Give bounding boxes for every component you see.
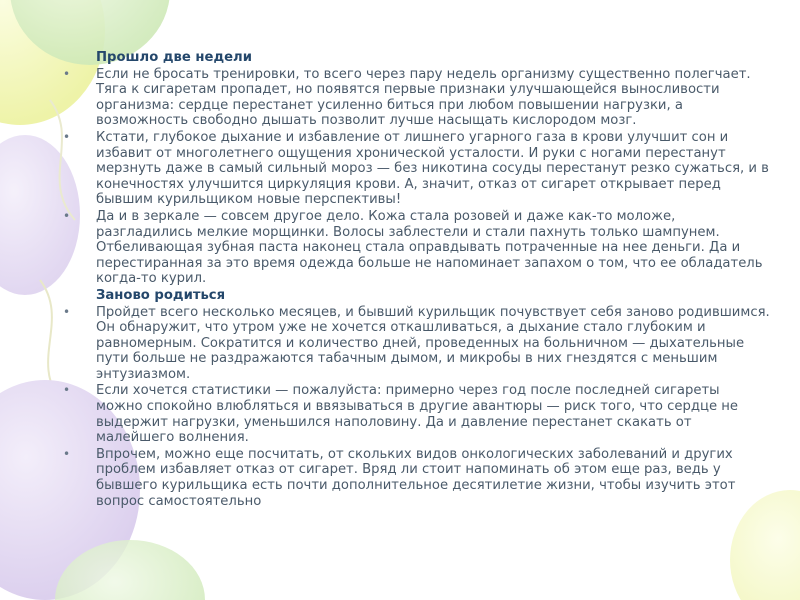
list-item-text: Да и в зеркале — совсем другое дело. Кожа стала розовей и даже как-то моложе, разгладились мелкие морщинки. Волосы заблестели и стали пахнуть только шампунем. Отбеливающая зубная паста наконец стала оправдывать потраченные на нее деньги. Да и перестиранная за это время одежда больше не напоминает запахом о том, что ее обладатель когда-то курил. — [96, 208, 763, 287]
list-item — [60, 447, 770, 509]
list-item — [60, 209, 770, 287]
bullet-icon: • — [63, 304, 71, 319]
list-item — [60, 305, 770, 383]
bullet-icon: • — [63, 383, 71, 398]
bullet-icon: • — [63, 129, 71, 144]
slide-content — [60, 50, 770, 510]
heading-reborn: Заново родиться — [96, 287, 226, 303]
list-item — [60, 67, 770, 129]
list-item-text: Кстати, глубокое дыхание и избавление от лишнего угарного газа в крови улучшит сон и избавит от многолетнего ощущения хронической усталости. И руки с ногами перестанут мерзнуть даже в самый сильный мороз — без никотина сосуды перестанут резко сужаться, и в конечностях улучшится циркуляция крови. А, значит, отказ от сигарет открывает перед бывшим курильщиком новые перспективы! — [96, 129, 769, 208]
list-item-text: Если хочется статистики — пожалуйста: примерно через год после последней сигареты можно спокойно влюбляться и ввязываться в другие авантюры — риск того, что сердце не выдержит нагрузки, уменьшился наполовину. Да и давление перестанет скакать от малейшего волнения. — [96, 383, 739, 446]
bullet-icon: • — [63, 208, 71, 223]
bullet-icon: • — [63, 66, 71, 81]
list-item — [60, 130, 770, 208]
bullet-list-reborn — [60, 305, 770, 510]
bullet-icon: • — [63, 446, 71, 461]
list-item — [60, 383, 770, 445]
list-item-text: Пройдет всего несколько месяцев, и бывший курильщик почувствует себя заново родившимся. Он обнаружит, что утром уже не хочется откашливаться, а дыхание стало глубоким и равномерным. Сократится и количество дней, проведенных на больничном — дыхательные пути больше не раздражаются табачным дымом, и микробы в них гнездятся с меньшим энтузиазмом. — [96, 304, 770, 382]
heading-two-weeks: Прошло две недели — [96, 50, 252, 65]
list-item-text: Впрочем, можно еще посчитать, от скольких видов онкологических заболеваний и других проблем избавляет отказ от сигарет. Вряд ли стоит напоминать об этом еще раз, ведь у бывшего курильщика есть почти дополнительное десятилетие жизни, чтобы изучить этот вопрос самостоятельно — [96, 446, 736, 509]
list-item-text: Если не бросать тренировки, то всего через пару недель организму существенно полегчает. Тяга к сигаретам пропадет, но появятся первые признаки улучшающейся выносливости организма: сердце перестанет усиленно биться при любом повышении нагрузки, а возможность свободно дышать позволит лучше насыщать кислородом мозг. — [96, 66, 751, 129]
bullet-list-two-weeks — [60, 67, 770, 287]
